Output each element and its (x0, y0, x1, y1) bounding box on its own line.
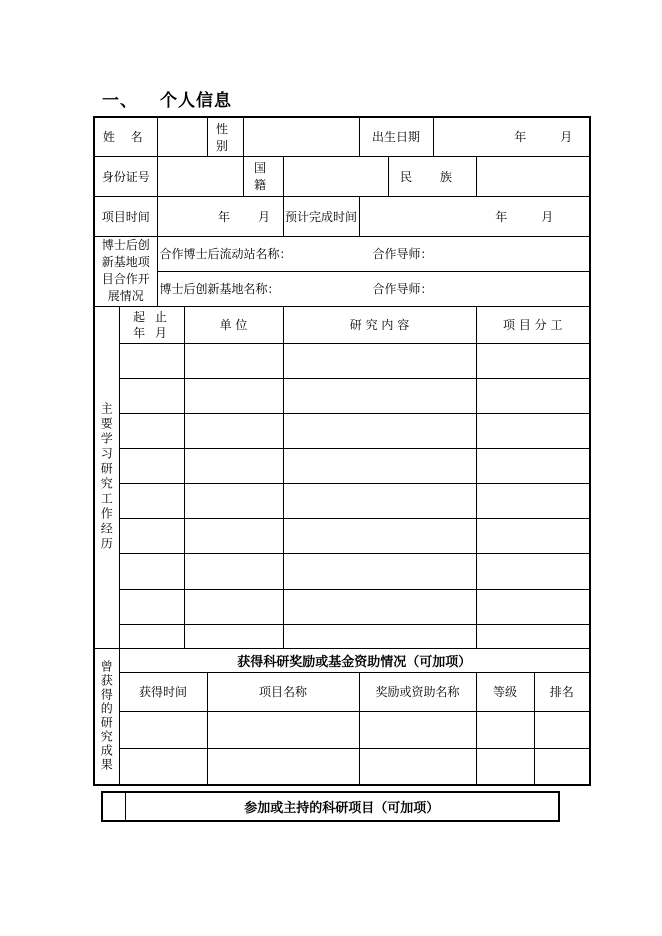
award-rank-cell[interactable] (534, 748, 590, 785)
experience-row[interactable] (94, 624, 590, 648)
experience-unit-cell[interactable] (184, 448, 283, 483)
project-time-label: 项目时间 (94, 196, 157, 236)
ethnicity-label: 民 族 (388, 156, 476, 196)
experience-role-cell[interactable] (476, 413, 590, 448)
birth-date-value[interactable] (433, 117, 590, 156)
nationality-value[interactable] (283, 156, 388, 196)
project-time-value[interactable] (157, 196, 283, 236)
ethnicity-value[interactable] (476, 156, 590, 196)
experience-role-cell[interactable] (476, 624, 590, 648)
award-project-header: 项目名称 (207, 672, 359, 711)
gender-value[interactable] (243, 117, 359, 156)
postdoc-station-label: 合作博士后流动站名称： (159, 247, 292, 261)
awards-title: 获得科研奖励或基金资助情况（可加项） (119, 648, 590, 672)
postdoc-label: 博士后创新基地项目合作开展情况 (94, 236, 157, 306)
experience-row[interactable] (94, 518, 590, 553)
experience-unit-cell[interactable] (184, 589, 283, 624)
experience-unit-cell[interactable] (184, 553, 283, 589)
birth-year-unit: 年 (514, 130, 527, 145)
award-level-cell[interactable] (476, 711, 534, 748)
gender-label: 性 别 (207, 117, 243, 156)
experience-unit-header: 单 位 (184, 306, 283, 343)
nationality-label: 国 籍 (243, 156, 283, 196)
expected-end-label: 预计完成时间 (283, 196, 359, 236)
experience-content-cell[interactable] (283, 343, 476, 378)
award-project-cell[interactable] (207, 748, 359, 785)
postdoc-base-advisor-label: 合作导师： (372, 282, 433, 296)
award-name-header: 奖励或资助名称 (359, 672, 476, 711)
award-name-cell[interactable] (359, 748, 476, 785)
award-level-header: 等级 (476, 672, 534, 711)
experience-period-cell[interactable] (119, 343, 184, 378)
award-time-header: 获得时间 (119, 672, 207, 711)
experience-content-cell[interactable] (283, 624, 476, 648)
experience-content-cell[interactable] (283, 448, 476, 483)
experience-content-cell[interactable] (283, 378, 476, 413)
postdoc-base-row[interactable] (157, 271, 590, 306)
personal-info-table (93, 116, 591, 786)
experience-period-cell[interactable] (119, 378, 184, 413)
experience-row[interactable] (94, 448, 590, 483)
birth-date-label: 出生日期 (359, 117, 433, 156)
award-rank-header: 排名 (534, 672, 590, 711)
experience-role-cell[interactable] (476, 343, 590, 378)
award-time-cell[interactable] (119, 711, 207, 748)
section-heading (102, 86, 232, 111)
postdoc-station-advisor-label: 合作导师： (372, 247, 433, 261)
experience-period-cell[interactable] (119, 483, 184, 518)
expected-year-unit: 年 (495, 209, 508, 224)
experience-content-cell[interactable] (283, 413, 476, 448)
project-month-unit: 月 (258, 209, 271, 224)
experience-row[interactable] (94, 483, 590, 518)
experience-role-cell[interactable] (476, 378, 590, 413)
experience-period-cell[interactable] (119, 553, 184, 589)
experience-row[interactable] (94, 589, 590, 624)
experience-role-cell[interactable] (476, 518, 590, 553)
award-name-cell[interactable] (359, 711, 476, 748)
experience-unit-cell[interactable] (184, 413, 283, 448)
award-time-cell[interactable] (119, 748, 207, 785)
experience-role-cell[interactable] (476, 553, 590, 589)
experience-content-cell[interactable] (283, 518, 476, 553)
section-number: 一、 (102, 91, 138, 111)
experience-content-cell[interactable] (283, 589, 476, 624)
experience-content-header: 研 究 内 容 (283, 306, 476, 343)
experience-unit-cell[interactable] (184, 343, 283, 378)
research-projects-table (101, 791, 560, 822)
experience-label: 主要学习研究工作经历 (94, 306, 119, 648)
section-title: 个人信息 (160, 91, 232, 111)
experience-unit-cell[interactable] (184, 378, 283, 413)
experience-role-cell[interactable] (476, 589, 590, 624)
birth-month-unit: 月 (560, 130, 573, 145)
experience-unit-cell[interactable] (184, 518, 283, 553)
expected-end-value[interactable] (359, 196, 590, 236)
award-row[interactable] (94, 748, 590, 785)
experience-period-cell[interactable] (119, 518, 184, 553)
experience-period-cell[interactable] (119, 624, 184, 648)
id-number-label: 身份证号 (94, 156, 157, 196)
experience-content-cell[interactable] (283, 483, 476, 518)
achievements-label: 曾获得的研究成果 (94, 648, 119, 785)
experience-row[interactable] (94, 413, 590, 448)
experience-period-cell[interactable] (119, 448, 184, 483)
expected-month-unit: 月 (541, 209, 554, 224)
award-project-cell[interactable] (207, 711, 359, 748)
experience-period-cell[interactable] (119, 589, 184, 624)
experience-role-cell[interactable] (476, 483, 590, 518)
award-rank-cell[interactable] (534, 711, 590, 748)
postdoc-station-row[interactable] (157, 236, 590, 271)
projects-title: 参加或主持的科研项目（可加项） (125, 792, 559, 821)
experience-role-header: 项 目 分 工 (476, 306, 590, 343)
name-value[interactable] (157, 117, 207, 156)
award-level-cell[interactable] (476, 748, 534, 785)
projects-side-cell (102, 792, 125, 821)
id-number-value[interactable] (157, 156, 243, 196)
experience-unit-cell[interactable] (184, 483, 283, 518)
project-year-unit: 年 (218, 209, 231, 224)
award-row[interactable] (94, 711, 590, 748)
experience-row[interactable] (94, 378, 590, 413)
experience-row[interactable] (94, 343, 590, 378)
experience-content-cell[interactable] (283, 553, 476, 589)
experience-role-cell[interactable] (476, 448, 590, 483)
experience-unit-cell[interactable] (184, 624, 283, 648)
experience-period-header: 起 止 年 月 (119, 306, 184, 343)
name-label: 姓 名 (94, 117, 157, 156)
postdoc-base-label: 博士后创新基地名称： (159, 282, 280, 296)
experience-row[interactable] (94, 553, 590, 589)
experience-period-cell[interactable] (119, 413, 184, 448)
